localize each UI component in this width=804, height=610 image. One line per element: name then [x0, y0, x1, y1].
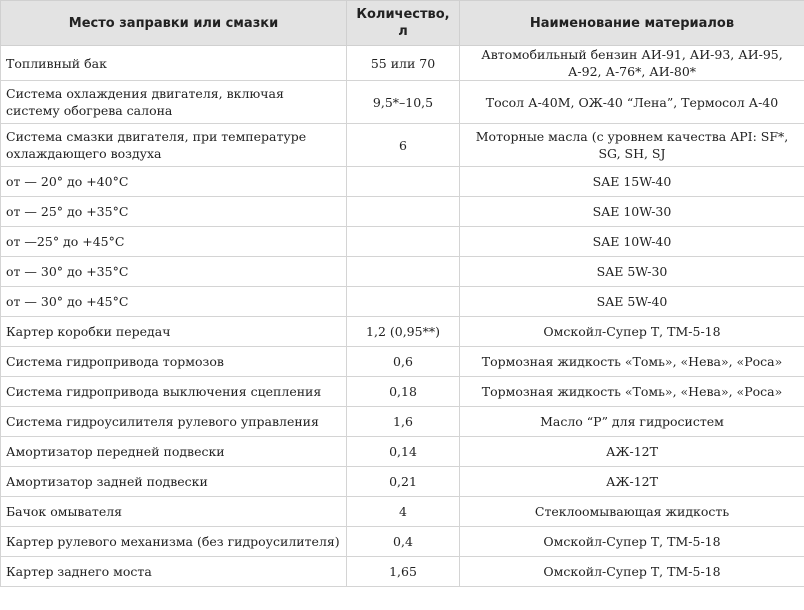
- cell-material: Тормозная жидкость «Томь», «Нева», «Роса»: [460, 377, 804, 407]
- cell-place: Амортизатор задней подвески: [1, 467, 347, 497]
- cell-quantity: [347, 257, 460, 287]
- cell-quantity: 1,2 (0,95**): [347, 317, 460, 347]
- cell-quantity: 6: [347, 124, 460, 167]
- table-row: [1, 347, 804, 377]
- cell-quantity: [347, 287, 460, 317]
- cell-quantity: 0,21: [347, 467, 460, 497]
- cell-material: SAE 10W-40: [460, 227, 804, 257]
- table-row: [1, 287, 804, 317]
- table-row: [1, 317, 804, 347]
- cell-material: Автомобильный бензин АИ-91, АИ-93, АИ-95, А-92, А-76*, АИ-80*: [460, 46, 804, 81]
- table-row: [1, 557, 804, 587]
- cell-place: Бачок омывателя: [1, 497, 347, 527]
- table-row: [1, 527, 804, 557]
- table-row: [1, 197, 804, 227]
- cell-quantity: 55 или 70: [347, 46, 460, 81]
- cell-place: Топливный бак: [1, 46, 347, 81]
- cell-place: Система гидропривода тормозов: [1, 347, 347, 377]
- cell-place: Система смазки двигателя, при температуре охлаждающего воздуха: [1, 124, 347, 167]
- cell-material: SAE 10W-30: [460, 197, 804, 227]
- cell-place: от — 20° до +40°С: [1, 167, 347, 197]
- table-row: [1, 377, 804, 407]
- cell-material: АЖ-12Т: [460, 437, 804, 467]
- table-row: [1, 167, 804, 197]
- cell-place: от — 25° до +35°С: [1, 197, 347, 227]
- table-row: [1, 257, 804, 287]
- cell-material: Омскойл-Супер Т, ТМ-5-18: [460, 317, 804, 347]
- cell-material: Тормозная жидкость «Томь», «Нева», «Роса»: [460, 347, 804, 377]
- cell-quantity: 1,65: [347, 557, 460, 587]
- cell-quantity: 4: [347, 497, 460, 527]
- cell-material: АЖ-12Т: [460, 467, 804, 497]
- header-row: [1, 1, 804, 46]
- table-row: [1, 497, 804, 527]
- cell-place: от — 30° до +35°С: [1, 257, 347, 287]
- cell-material: Стеклоомывающая жидкость: [460, 497, 804, 527]
- table-row: [1, 46, 804, 81]
- cell-quantity: [347, 167, 460, 197]
- cell-place: Система гидроусилителя рулевого управления: [1, 407, 347, 437]
- cell-quantity: 0,4: [347, 527, 460, 557]
- header-quantity: Количество, л: [347, 1, 460, 46]
- table-row: [1, 227, 804, 257]
- cell-material: Тосол А-40М, ОЖ-40 “Лена”, Термосол А-40: [460, 81, 804, 124]
- cell-quantity: 1,6: [347, 407, 460, 437]
- header-material: Наименование материалов: [460, 1, 804, 46]
- cell-place: Картер заднего моста: [1, 557, 347, 587]
- table-row: [1, 124, 804, 167]
- cell-quantity: [347, 197, 460, 227]
- cell-place: Система охлаждения двигателя, включая систему обогрева салона: [1, 81, 347, 124]
- cell-quantity: 0,18: [347, 377, 460, 407]
- table-row: [1, 407, 804, 437]
- cell-place: от —25° до +45°С: [1, 227, 347, 257]
- cell-place: Картер коробки передач: [1, 317, 347, 347]
- table-row: [1, 81, 804, 124]
- cell-place: Система гидропривода выключения сцепления: [1, 377, 347, 407]
- table-row: [1, 467, 804, 497]
- cell-quantity: 0,14: [347, 437, 460, 467]
- table-row: [1, 437, 804, 467]
- cell-place: от — 30° до +45°С: [1, 287, 347, 317]
- cell-place: Картер рулевого механизма (без гидроусилителя): [1, 527, 347, 557]
- cell-quantity: 0,6: [347, 347, 460, 377]
- cell-material: Моторные масла (с уровнем качества API: SF*, SG, SH, SJ: [460, 124, 804, 167]
- cell-material: Масло “Р” для гидросистем: [460, 407, 804, 437]
- cell-place: Амортизатор передней подвески: [1, 437, 347, 467]
- cell-material: Омскойл-Супер Т, ТМ-5-18: [460, 527, 804, 557]
- cell-material: SAE 5W-40: [460, 287, 804, 317]
- cell-material: SAE 5W-30: [460, 257, 804, 287]
- cell-quantity: 9,5*–10,5: [347, 81, 460, 124]
- header-place: Место заправки или смазки: [1, 1, 347, 46]
- cell-quantity: [347, 227, 460, 257]
- cell-material: Омскойл-Супер Т, ТМ-5-18: [460, 557, 804, 587]
- cell-material: SAE 15W-40: [460, 167, 804, 197]
